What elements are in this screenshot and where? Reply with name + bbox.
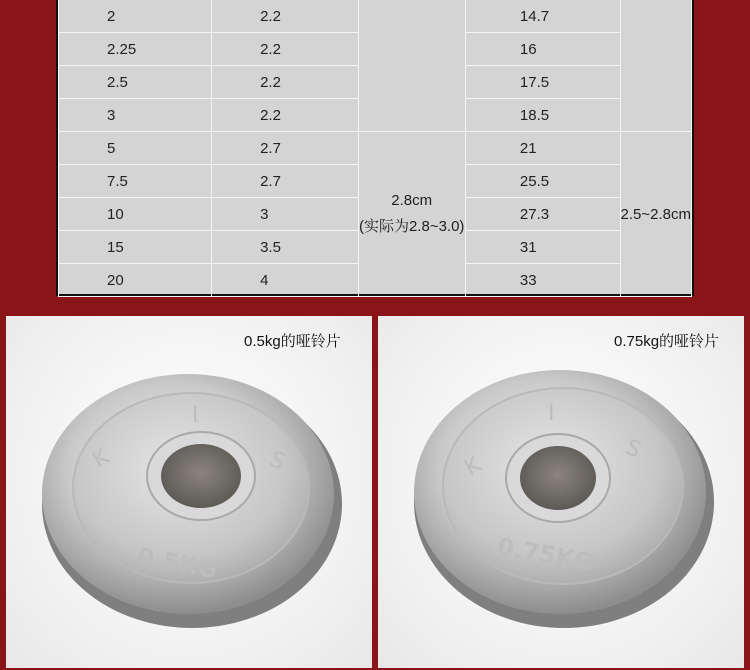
table-cell: 2.2 xyxy=(212,33,358,66)
table-cell: 20 xyxy=(59,264,212,297)
table-cell: 3 xyxy=(212,198,358,231)
table-cell: 14.7 xyxy=(465,0,620,33)
table-cell: 2.25 xyxy=(59,33,212,66)
dumbbell-plate-image xyxy=(6,316,372,668)
thickness-cell: 2.5~2.8cm xyxy=(620,132,691,297)
table-cell-merged-blank xyxy=(358,0,465,132)
plate-letter: S xyxy=(621,434,645,464)
table-row xyxy=(59,132,692,165)
plate-letter: I xyxy=(548,401,555,426)
table-cell: 17.5 xyxy=(465,66,620,99)
plate-letter: I xyxy=(192,403,199,428)
table-cell: 4 xyxy=(212,264,358,297)
hole-diameter-cell xyxy=(358,132,465,297)
table-cell: 2.5 xyxy=(59,66,212,99)
plate-letter: K xyxy=(88,444,114,474)
table-cell: 5 xyxy=(59,132,212,165)
plate-letter: S xyxy=(265,446,289,476)
hole-diameter-value: 2.8cm xyxy=(391,192,433,209)
plate-letter: K xyxy=(460,452,486,482)
photo-caption: 0.5kg的哑铃片 xyxy=(244,333,341,350)
table-row xyxy=(59,0,692,33)
table-cell-merged-blank xyxy=(620,0,691,132)
plate-photo-0-5kg xyxy=(6,316,372,668)
spec-table-grid xyxy=(58,0,692,297)
table-cell: 15 xyxy=(59,231,212,264)
photo-caption: 0.75kg的哑铃片 xyxy=(614,333,720,350)
table-cell: 3 xyxy=(59,99,212,132)
table-cell: 31 xyxy=(465,231,620,264)
table-cell: 18.5 xyxy=(465,99,620,132)
dumbbell-plate-image xyxy=(378,316,744,668)
table-cell: 2.7 xyxy=(212,165,358,198)
table-cell: 7.5 xyxy=(59,165,212,198)
table-cell: 27.3 xyxy=(465,198,620,231)
table-cell: 2.7 xyxy=(212,132,358,165)
plate-photo-0-75kg xyxy=(378,316,744,668)
table-cell: 21 xyxy=(465,132,620,165)
table-cell: 3.5 xyxy=(212,231,358,264)
table-cell: 2 xyxy=(59,0,212,33)
plate-weight-text: 0.75KG xyxy=(494,532,596,577)
plate-weight-text: 0.5KG xyxy=(134,542,220,584)
hole-diameter-note: (实际为2.8~3.0) xyxy=(358,218,465,235)
table-cell: 10 xyxy=(59,198,212,231)
spec-table xyxy=(56,0,694,296)
table-cell: 25.5 xyxy=(465,165,620,198)
table-cell: 2.2 xyxy=(212,99,358,132)
table-cell: 33 xyxy=(465,264,620,297)
table-cell: 2.2 xyxy=(212,0,358,33)
table-cell: 16 xyxy=(465,33,620,66)
table-cell: 2.2 xyxy=(212,66,358,99)
